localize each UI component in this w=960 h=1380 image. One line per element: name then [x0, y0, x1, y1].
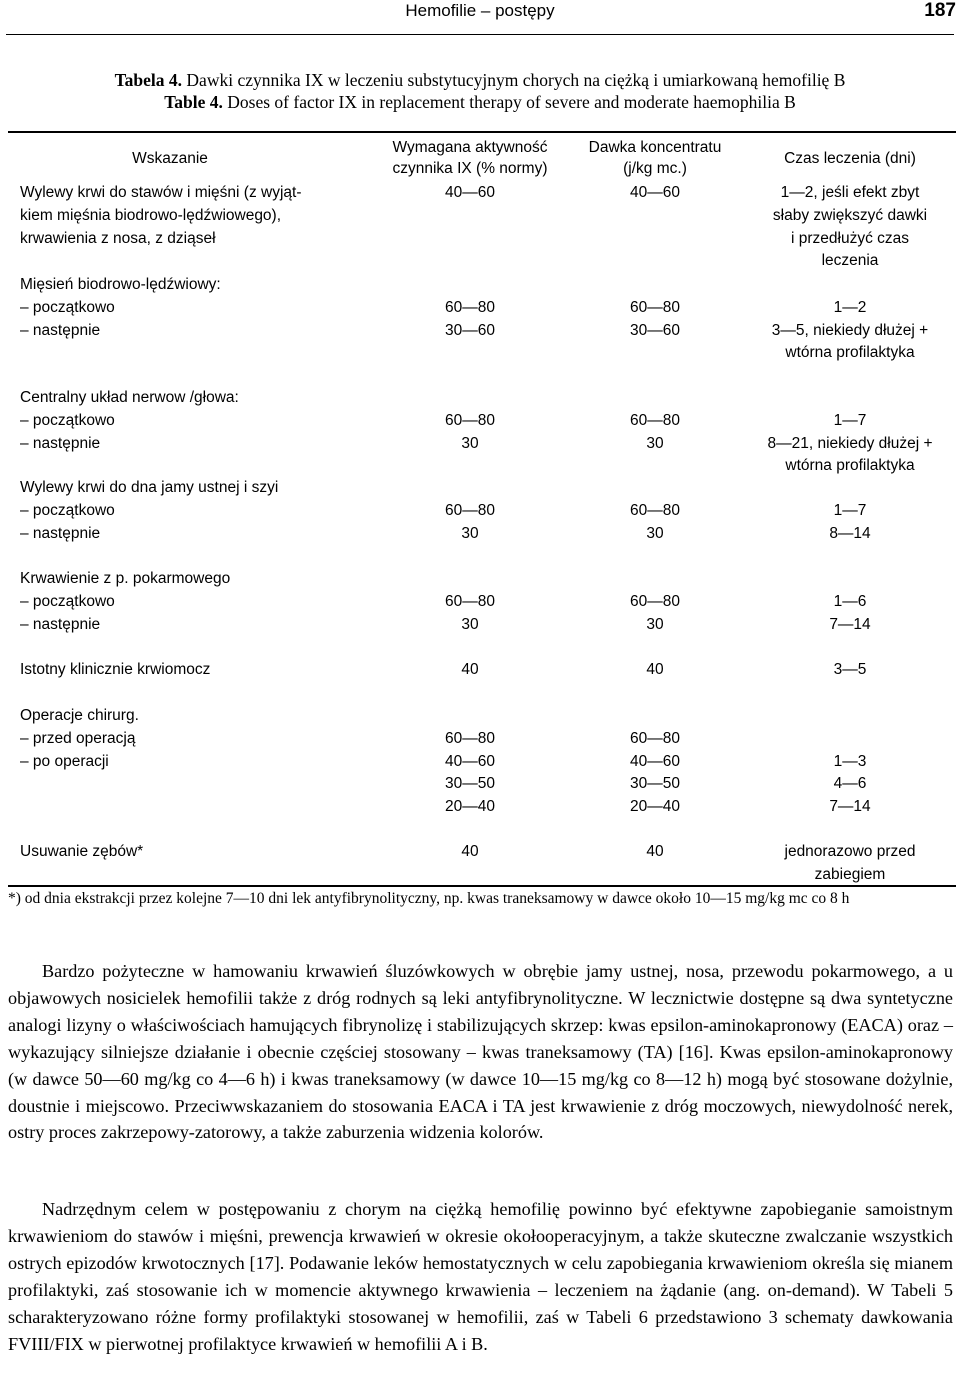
- cell-value: 30—60: [445, 321, 495, 339]
- cell-value: [745, 568, 955, 591]
- row6-dose: [590, 659, 720, 682]
- cell-value: 30: [461, 434, 479, 452]
- row5-activity: [405, 568, 535, 636]
- row8-activity: [405, 841, 535, 864]
- row7-activity: [405, 705, 535, 819]
- row6-duration: [745, 659, 955, 682]
- cell-value: [405, 387, 535, 410]
- cell-value: leczenia: [821, 252, 879, 270]
- row1-duration: [745, 182, 955, 273]
- row1-dose: [590, 182, 720, 205]
- cell-value: 30: [461, 524, 479, 542]
- cell-value: [745, 274, 955, 297]
- row6-indication: [20, 659, 350, 682]
- cell-value: 40: [461, 661, 479, 678]
- cell-value: 30: [461, 615, 479, 633]
- row4-activity: [405, 477, 535, 545]
- cell-value: 1—7: [833, 411, 867, 429]
- header-activity: [385, 137, 555, 179]
- cell-value: 1—6: [833, 592, 867, 610]
- row3-duration: [745, 387, 955, 478]
- cell-value: [405, 568, 535, 591]
- cell-value: i przedłużyć czas: [790, 229, 909, 247]
- cell-value: 4—6: [833, 775, 867, 793]
- row4-duration: [745, 477, 955, 545]
- cell-text: Usuwanie zębów*: [20, 843, 144, 860]
- cell-value: 1—7: [833, 501, 867, 519]
- cell-value: [745, 705, 955, 728]
- cell-value: 1—3: [833, 752, 867, 770]
- cell-text: – po operacji: [20, 752, 109, 770]
- row7-duration: [745, 705, 955, 819]
- cell-value: [405, 705, 535, 728]
- cell-value: 1—2: [833, 298, 867, 316]
- cell-value: 60—80: [630, 729, 680, 747]
- table-footnote: *) od dnia ekstrakcji przez kolejne 7—10 dni lek antyfibrynolityczny, np. kwas traneksamowy w dawce około 10—15 mg/kg mc co 8 h: [8, 890, 850, 907]
- cell-text: Krwawienie z p. pokarmowego: [20, 570, 231, 587]
- cell-text: – następnie: [20, 615, 101, 633]
- running-title: Hemofilie – postępy: [405, 1, 555, 20]
- cell-value: [590, 274, 720, 297]
- cell-text: Wylewy krwi do dna jamy ustnej i szyi: [20, 479, 279, 496]
- row8-indication: [20, 841, 350, 864]
- cell-value: wtórna profilaktyka: [785, 457, 915, 475]
- row7-indication: [20, 705, 350, 773]
- cell-value: 60—80: [445, 501, 495, 519]
- header-indication: Wskazanie: [132, 150, 208, 167]
- row2-duration: [745, 274, 955, 365]
- cell-value: [590, 568, 720, 591]
- cell-value: 60—80: [445, 592, 495, 610]
- row8-duration: [745, 841, 955, 887]
- cell-value: [745, 387, 955, 410]
- cell-value: 30: [646, 524, 664, 542]
- cell-value: 7—14: [829, 615, 871, 633]
- cell-value: jednorazowo przed: [784, 843, 916, 860]
- header-activity-line1: Wymagana aktywność: [392, 139, 548, 156]
- cell-value: 60—80: [630, 592, 680, 610]
- cell-value: 40—60: [445, 184, 495, 201]
- cell-text: – przed operacją: [20, 729, 136, 747]
- cell-value: 3—5: [833, 661, 867, 678]
- cell-value: 8—21, niekiedy dłużej +: [767, 434, 933, 452]
- cell-value: 30: [646, 615, 664, 633]
- row3-indication: [20, 387, 350, 455]
- cell-value: 7—14: [829, 798, 871, 816]
- cell-value: 40—60: [445, 752, 495, 770]
- row6-activity: [405, 659, 535, 682]
- table-top-rule: [8, 131, 956, 133]
- cell-text: – następnie: [20, 434, 101, 452]
- cell-text: Wylewy krwi do stawów i mięśni (z wyjąt-: [20, 184, 302, 201]
- cell-value: 60—80: [630, 411, 680, 429]
- cell-text: – początkowo: [20, 298, 115, 316]
- caption-text-pl: Dawki czynnika IX w leczeniu substytucyjnym chorych na ciężką i umiarkowaną hemofilię B: [182, 70, 846, 90]
- row2-dose: [590, 274, 720, 342]
- cell-value: 40: [646, 843, 664, 860]
- page-number: 187: [924, 0, 956, 21]
- row8-dose: [590, 841, 720, 864]
- cell-value: wtórna profilaktyka: [785, 344, 915, 362]
- cell-text: Operacje chirurg.: [20, 707, 139, 724]
- row2-indication: [20, 274, 350, 342]
- cell-text: Mięsień biodrowo-lędźwiowy:: [20, 276, 221, 293]
- cell-value: 30: [646, 434, 664, 452]
- cell-value: 40: [461, 843, 479, 860]
- row4-dose: [590, 477, 720, 545]
- header-activity-line2: czynnika IX (% normy): [392, 160, 548, 177]
- row4-indication: [20, 477, 350, 545]
- cell-text: krwawienia z nosa, z dziąseł: [20, 229, 216, 247]
- cell-value: 30—50: [445, 775, 495, 793]
- cell-text: – następnie: [20, 321, 101, 339]
- cell-value: 8—14: [829, 524, 871, 542]
- cell-value: [405, 274, 535, 297]
- table-caption-en: [0, 92, 960, 113]
- header-dose-line2: (j/kg mc.): [623, 160, 687, 177]
- cell-value: 40—60: [630, 752, 680, 770]
- cell-value: 30—60: [630, 321, 680, 339]
- cell-text: – początkowo: [20, 501, 115, 519]
- body-paragraph-2: Nadrzędnym celem w postępowaniu z chorym na ciężką hemofilię powinno być efektywne zapobieganie samoistnym krwawieniom do stawów i mięśni, prewencja krwawień w okresie okołooperacyjnym, a także skuteczne zwalczanie wszystkich ostrych epizodów krwotocznych [17]. Podawanie leków hemostatycznych w celu zapobiegania krwawieniom określa się mianem profilaktyki, zaś stosowanie ich w momencie aktywnego krwawienia – leczeniem na żądanie (ang. on-demand). W Tabeli 5 scharakteryzowano różne formy profilaktyki stosowanej w hemofilii, zaś w Tabeli 6 przedstawiono 3 schematy dawkowania FVIII/FIX w pierwotnej profilaktyce krwawień w hemofilii A i B.: [8, 1199, 953, 1354]
- table-caption-pl: [0, 70, 960, 91]
- cell-value: 20—40: [445, 798, 495, 816]
- row5-duration: [745, 568, 955, 636]
- cell-value: 1—2, jeśli efekt zbyt: [780, 184, 920, 201]
- cell-value: 30—50: [630, 775, 680, 793]
- caption-text-en: Doses of factor IX in replacement therapy of severe and moderate haemophilia B: [222, 92, 796, 112]
- cell-value: [590, 477, 720, 500]
- cell-value: 60—80: [445, 411, 495, 429]
- row5-indication: [20, 568, 350, 636]
- row1-activity: [405, 182, 535, 205]
- row1-indication: [20, 182, 350, 250]
- cell-text: Istotny klinicznie krwiomocz: [20, 661, 211, 678]
- row2-activity: [405, 274, 535, 342]
- cell-value: 20—40: [630, 798, 680, 816]
- caption-label-en: Table 4.: [164, 92, 223, 112]
- cell-text: – następnie: [20, 524, 101, 542]
- cell-value: [405, 477, 535, 500]
- row3-dose: [590, 387, 720, 455]
- cell-value: 60—80: [445, 298, 495, 316]
- header-dose: [575, 137, 735, 179]
- row5-dose: [590, 568, 720, 636]
- body-paragraph-1: Bardzo pożyteczne w hamowaniu krwawień śluzówkowych w obrębie jamy ustnej, nosa, przewodu pokarmowego, a u objawowych nosicielek hemofilii także z dróg rodnych są leki antyfibrynolityczne. W lecznictwie dostępne są dwa syntetyczne analogi lizyny o właściwościach hamujących fibrynolizę i stabilizujących skrzep: kwas epsilon-aminokapronowy (EACA) oraz – wykazujący silniejsze działanie i obecnie częściej stosowany – kwas traneksamowy (TA) [16]. Kwas epsilon-aminokapronowy (w dawce 50—60 mg/kg co 4—6 h) i kwas traneksamowy (w dawce 10—15 mg/kg co 8—12 h) mogą być stosowane dożylnie, doustnie i miejscowo. Przeciwwskazaniem do stosowania EACA i TA jest krwawienie z dróg moczowych, niewydolność nerek, ostry proces zakrzepowy-zatorowy, a także zaburzenia widzenia kolorów.: [8, 961, 953, 1143]
- cell-value: 60—80: [630, 298, 680, 316]
- cell-text: – początkowo: [20, 592, 115, 610]
- cell-text: – początkowo: [20, 411, 115, 429]
- row7-dose: [590, 705, 720, 819]
- row3-activity: [405, 387, 535, 455]
- cell-value: 40: [646, 661, 664, 678]
- cell-value: słaby zwiększyć dawki: [772, 206, 928, 224]
- cell-value: [745, 477, 955, 500]
- table-bottom-rule: [8, 885, 956, 887]
- caption-label-pl: Tabela 4.: [114, 70, 183, 90]
- cell-value: 3—5, niekiedy dłużej +: [771, 321, 929, 339]
- cell-value: 60—80: [630, 501, 680, 519]
- header-duration: Czas leczenia (dni): [784, 150, 916, 167]
- cell-value: 60—80: [445, 729, 495, 747]
- cell-value: [590, 705, 720, 728]
- cell-text: kiem mięśnia biodrowo-lędźwiowego),: [20, 206, 282, 224]
- cell-text: Centralny układ nerwow /głowa:: [20, 389, 239, 406]
- header-dose-line1: Dawka koncentratu: [588, 139, 722, 156]
- cell-value: zabiegiem: [814, 865, 886, 883]
- cell-value: 40—60: [630, 184, 680, 201]
- cell-value: [745, 728, 955, 751]
- cell-value: [590, 387, 720, 410]
